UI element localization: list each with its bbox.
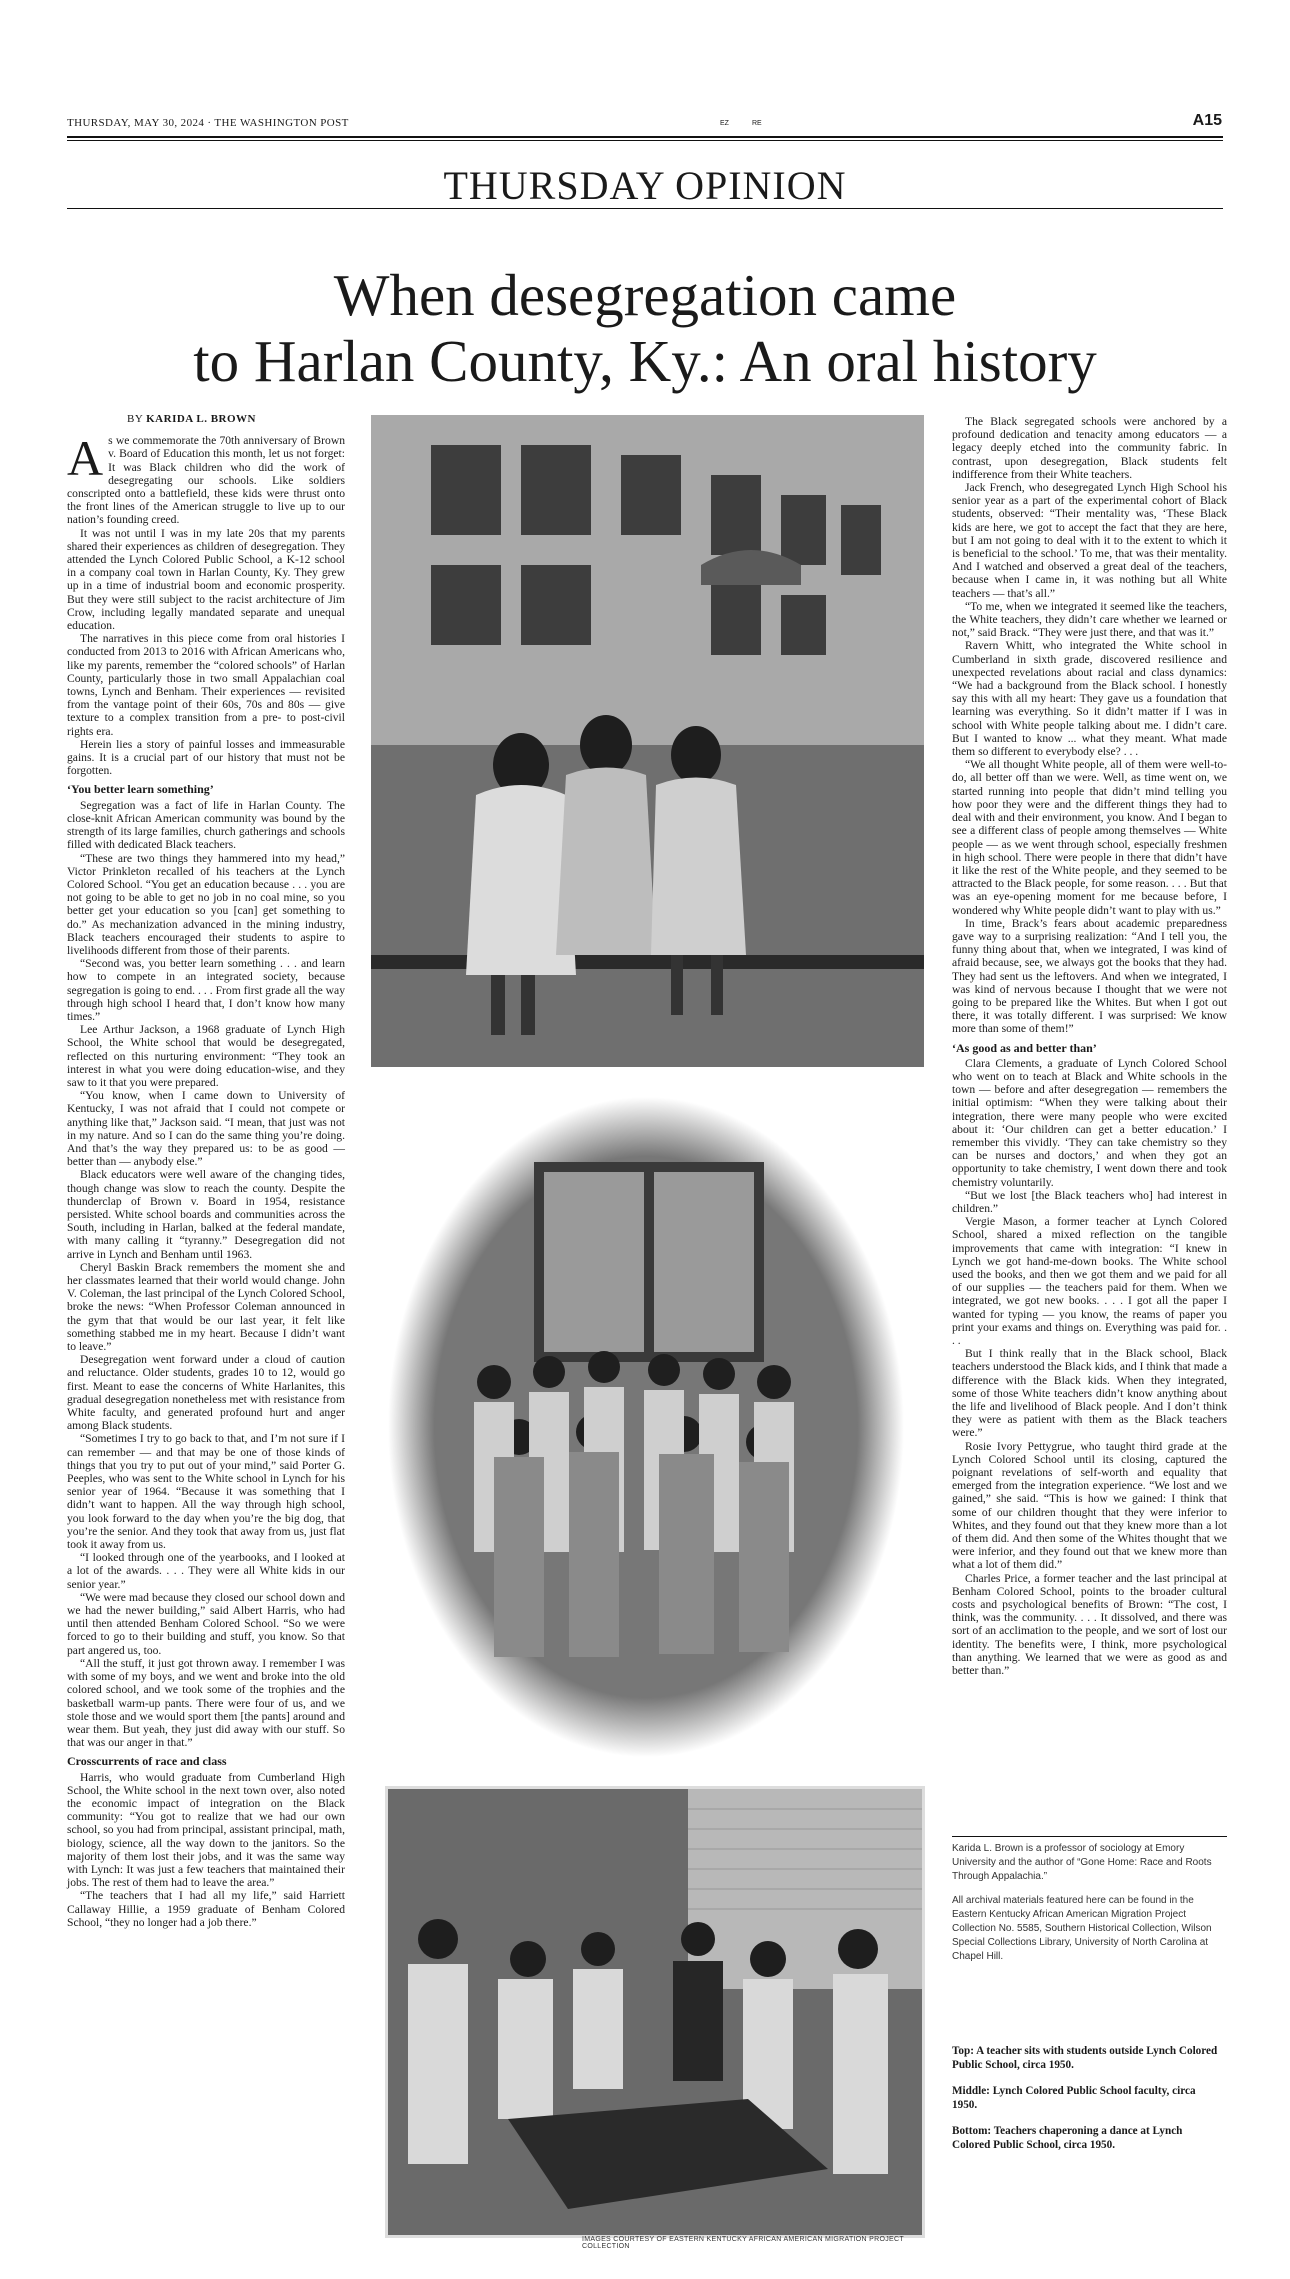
photo-top-illustration — [371, 415, 924, 1067]
article-column-right — [952, 415, 1227, 1677]
subhead: ‘As good as and better than’ — [952, 1040, 1097, 1055]
photo-bottom-dance-chaperones — [385, 1786, 925, 2238]
paragraph: Herein lies a story of painful losses and immeasurable gains. It is a crucial part of our history that must not be forgotten. — [67, 737, 345, 778]
edition-code-right: RE — [752, 120, 762, 127]
photo-captions — [952, 2044, 1222, 2164]
paragraph: Lee Arthur Jackson, a 1968 graduate of Lynch High School, the White school that would be desegregated, reflected on this nurturing environment: “They took an interest in what you were doing education-wise, and they saw to it that you were prepared. — [67, 1023, 345, 1089]
caption-bottom: Bottom: Teachers chaperoning a dance at Lynch Colored Public School, circa 1950. — [952, 2125, 1183, 2151]
paragraph: “The teachers that I had all my life,” said Harriett Callaway Hillie, a 1959 graduate of Benham Colored School, “they no longer had a job there.” — [67, 1889, 345, 1929]
photo-top-students-outside-school — [371, 415, 924, 1067]
paragraph: The Black segregated schools were anchored by a profound dedication and tenacity among educators — a legacy deeply etched into the community fabric. In contrast, upon desegregation, Black students felt indifference from their White teachers. — [952, 415, 1227, 481]
paragraph: Ravern Whitt, who integrated the White school in Cumberland in sixth grade, discovered resilience and unexpected revelations about racial and class dynamics: “We had a background from the Black school. I honestly say this with all my heart: They gave us a foundation that learning was everything. So it didn’t matter if I was in school with White people talking about me. I didn’t care. But I wanted to know ... what they meant. What made them so different to everybody else? . . . — [952, 639, 1227, 759]
caption-top: Top: A teacher sits with students outside Lynch Colored Public School, circa 1950. — [952, 2045, 1218, 2071]
paragraph: Segregation was a fact of life in Harlan County. The close-knit African American community was bound by the strength of its large families, church gatherings and schools filled with dedicated Black teachers. — [67, 798, 345, 852]
edition-code-left: EZ — [720, 120, 729, 127]
masthead-rule-thin — [67, 140, 1223, 141]
paragraph: “Second was, you better learn something . . . and learn how to compete in an integrated society, because segregation is going to end. . . . From first grade all the way through high school I heard that, I don’t know how many times.” — [67, 957, 345, 1023]
paragraph: Cheryl Baskin Brack remembers the moment she and her classmates learned that their world would change. John V. Coleman, the last principal of the Lynch Colored School, broke the news: “When Professor Coleman announced in the gym that that would be our last year, it felt like something stabbed me in my heart. Because I didn’t want to leave.” — [67, 1260, 345, 1354]
paragraph: Black educators were well aware of the changing tides, though change was slow to reach the county. Despite the thunderclap of Brown v. Board in 1954, resistance persisted. White school boards and communities across the South, including in Harlan, balked at the federal mandate, with many calling it “tyranny.” Desegregation did not arrive in Lynch and Benham until 1963. — [67, 1168, 345, 1261]
paragraph: “But we lost [the Black teachers who] had interest in children.” — [952, 1188, 1227, 1215]
paragraph: s we commemorate the 70th anniversary of Brown v. Board of Education this month, let us not forget: It was Black children who did the work of desegregating our schools. Like soldiers conscripted onto a battlefield, these kids were thrust onto the front lines of the American struggle to live up to our nation’s founding creed. — [67, 434, 345, 527]
headline-line-2: to Harlan County, Ky.: An oral history — [193, 328, 1097, 394]
paragraph: “I looked through one of the yearbooks, and I looked at a lot of the awards. . . . They were all White kids in our senior year.” — [67, 1551, 345, 1591]
paragraph: Clara Clements, a graduate of Lynch Colored School who went on to teach at Black and White schools in the town — before and after desegregation — remembers the initial optimism: “When they were talking about their integration, there were many people who were excited about it: ‘Our children can get a better education.’ I remember this vividly. ‘They can take chemistry so they can be nurses and doctors,’ and when they got an opportunity to take chemistry, I went down there and took chemistry voluntarily. — [952, 1056, 1227, 1189]
section-title: THURSDAY OPINION — [443, 163, 847, 208]
subhead: ‘You better learn something’ — [67, 782, 214, 797]
paragraph: But I think really that in the Black school, Black teachers understood the Black kids, and I think that made a difference with the Black kids. When they integrated, some of those White teachers didn’t know anything about the life and livelihood of Black people. And I don’t think they were as patient with them as the Black teachers were.” — [952, 1347, 1227, 1440]
paragraph: The narratives in this piece come from oral histories I conducted from 2013 to 2016 with African Americans who, like my parents, remember the “colored schools” of Harlan County, particularly those in two small Appalachian coal towns, Lynch and Benham. Their experiences — revisited from the vantage point of their 60s, 70s and 80s — give texture to a complex transition from a pre- to post-civil rights era. — [67, 632, 345, 738]
date-line: THURSDAY, MAY 30, 2024 · THE WASHINGTON POST — [67, 117, 349, 129]
section-rule — [67, 208, 1223, 209]
paragraph: “You know, when I came down to University of Kentucky, I was not afraid that I could not compete or anything like that,” Jackson said. “I mean, that just was not in my nature. And so I can do the same thing you’re doing. And that’s the way they prepared us: to be as good — better than — anybody else.” — [67, 1089, 345, 1169]
photo-middle-faculty — [384, 1092, 909, 1762]
paragraph: “We all thought White people, all of them were well-to-do, all better off than we were. Well, as time went on, we started running into people that didn’t mind telling you how poor they were and the different things they had to deal with and their environment, you know. And I began to see a different class of people among themselves — White people — as we went through school, especially freshmen in high school. There were people in there that didn’t have it like the rest of the White people, and they seemed to be attracted to the Black people, for some reason. . . . But that was an eye-opening moment for me because before, I wondered why White people didn’t want to play with us.” — [952, 758, 1227, 917]
photo-credit: IMAGES COURTESY OF EASTERN KENTUCKY AFRICAN AMERICAN MIGRATION PROJECT COLLECTION — [582, 2236, 904, 2250]
page-number: A15 — [1192, 112, 1222, 129]
paragraph: Jack French, who desegregated Lynch High School his senior year as a part of the experimental cohort of Black students, observed: “Their mentality was, ‘These Black kids are here, we got to accept the fact that they are here, but I am not going to deal with it to the extent to which it is beneficial to the school.’ To me, that was their mentality. And I watched and observed a great deal of the teachers, because when I came in, it was nothing but all White teachers — that’s all.” — [952, 481, 1227, 600]
paragraph: Charles Price, a former teacher and the last principal at Benham Colored School, points to the broader cultural costs and psychological benefits of Brown: “The cost, I think, was the community. . . . It dissolved, and there was sort of an acclimation to the people, and we sort of lost our identity. The benefits were, I think, more psychological than anything. We learned that we were as good as and better than.” — [952, 1571, 1227, 1678]
paragraph: “To me, when we integrated it seemed like the teachers, the White teachers, they didn’t care whether we learned or not,” said Brack. “They were just there, and that was it.” — [952, 599, 1227, 640]
headline — [0, 262, 1290, 394]
photo-bottom-illustration — [388, 1789, 922, 2235]
paragraph: “All the stuff, it just got thrown away. I remember I was with some of my boys, and we went and broke into the old colored school, and we took some of the trophies and the basketball warm-up pants. There were four of us, and we stole those and we would sport them [the pants] around and wear them. But yeah, they just did away with our stuff. So that was our anger in that.” — [67, 1656, 345, 1750]
author-note-rule — [952, 1836, 1227, 1837]
paragraph: Harris, who would graduate from Cumberland High School, the White school in the next town over, also noted the economic impact of integration on the Black community: “You got to realize that we had our own school, so you had from principal, assistant principal, math, biology, science, all the way down to the janitors. So the majority of them lost their jobs, and it was the same way with Lynch: It was just a few teachers that maintained their jobs. The rest of them had to leave the area.” — [67, 1770, 345, 1890]
paragraph: “Sometimes I try to go back to that, and I’m not sure if I can remember — and that may be one of those kinds of things that you try to put out of your mind,” said Porter G. Peeples, who was sent to the White school in Lynch for his senior year of 1964. “Because it was something that I didn’t want to happen. All the way through high school, you look forward to the day when you’re the big dog, that you’re the senior. And they took that away from us, just flat took it away from us. — [67, 1432, 345, 1552]
byline: BY KARIDA L. BROWN — [127, 413, 256, 425]
column-left-body — [67, 430, 345, 1929]
headline-line-1: When desegregation came — [333, 262, 957, 328]
author-note: Karida L. Brown is a professor of sociology at Emory University and the author of “Gone Home: Race and Roots Through Appalachia.” — [952, 1843, 1212, 1882]
archive-note: All archival materials featured here can be found in the Eastern Kentucky African American Migration Project Collection No. 5585, Southern Historical Collection, Wilson Special Collections Library, University of North Carolina at Chapel Hill. — [952, 1895, 1212, 1962]
drop-cap: A — [67, 430, 104, 487]
caption-middle: Middle: Lynch Colored Public School faculty, circa 1950. — [952, 2085, 1196, 2111]
paragraph: Vergie Mason, a former teacher at Lynch Colored School, shared a mixed reflection on the tangible improvements that came with integration: “I knew in Lynch we got hand-me-down books. The White school used the books, and then we got them and we paid for all of our supplies — the teachers paid for them. When we integrated, we got new books. . . . I got all the paper I wanted for typing — you know, the reams of paper you print your exams and things on. Everything was paid for. . . . — [952, 1215, 1227, 1348]
paragraph: “We were mad because they closed our school down and we had the newer building,” said Albert Harris, who had until then attended Benham Colored School. “So we were forced to go to their building and stuff, you know. So that part angered us, too. — [67, 1590, 345, 1657]
paragraph: In time, Brack’s fears about academic preparedness gave way to a surprising realization: “And I tell you, the funny thing about that, when we integrated, I was kind of afraid because, see, we always got the books that they had. They had sent us the leftovers. And when we integrated, I was kind of nervous because I thought that we were not going to be prepared like the Whites. But when I got out there, it was totally different. I was surprised: We know more than some of them!” — [952, 916, 1227, 1036]
paragraph: It was not until I was in my late 20s that my parents shared their experiences as children of desegregation. They attended the Lynch Colored Public School, a K-12 school in a company coal town in Harlan County, Ky. They grew up in a time of industrial boom and economic prosperity. But they were still subject to the racist architecture of Jim Crow, including legally mandated separate and unequal education. — [67, 526, 345, 633]
paragraph: “These are two things they hammered into my head,” Victor Prinkleton recalled of his teachers at the Lynch Colored School. “You get an education because . . . you are not going to be able to get no job in no coal mine, so you better get your education so you [can] get something to do.” As mechanization advanced in the mining industry, Black teachers encouraged their students to aspire to livelihoods different from those of their parents. — [67, 851, 345, 957]
article-column-left — [67, 413, 345, 1929]
paragraph: Rosie Ivory Pettygrue, who taught third grade at the Lynch Colored School until its closing, captured the poignant revelations of self-worth and equality that emerged from the integration experience. “We lost and we gained,” she said. “This is how we gained: I think that some of our children thought that they were inferior to Whites, and they found out that they knew more than a lot of them did. And then some of the Whites thought that we were inferior, and they found out that we knew more than what a lot of them did.” — [952, 1439, 1227, 1572]
subhead: Crosscurrents of race and class — [67, 1754, 227, 1769]
paragraph: Desegregation went forward under a cloud of caution and reluctance. Older students, grades 10 to 12, would go first. Meant to ease the concerns of White Harlanites, this gradual desegregation nonetheless met with resistance from White faculty, and generated profound hurt and anger among Black students. — [67, 1353, 345, 1433]
masthead-rule-top — [67, 136, 1223, 138]
photo-middle-illustration — [384, 1092, 909, 1762]
column-right-body — [952, 415, 1227, 1677]
